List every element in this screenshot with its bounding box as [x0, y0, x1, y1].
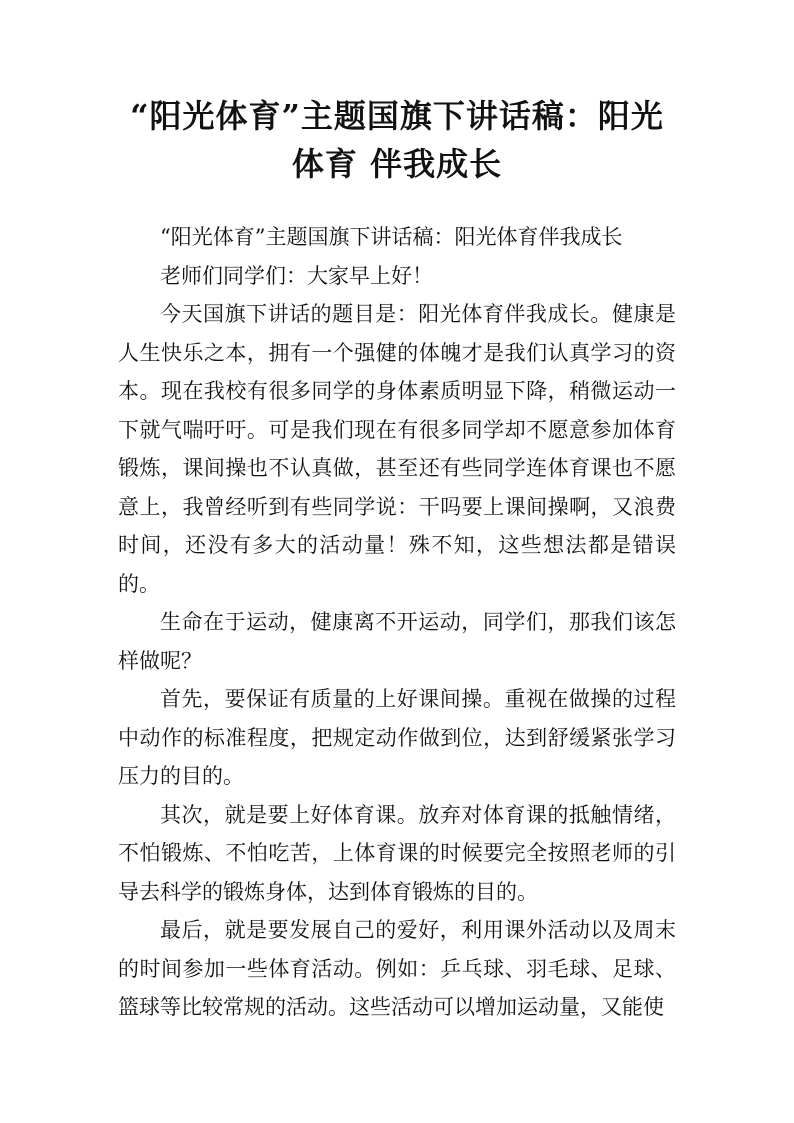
body-paragraph-first: 首先，要保证有质量的上好课间操。重视在做操的过程中动作的标准程度，把规定动作做到位，达到舒缓紧张学习压力的目的。 [118, 687, 676, 788]
title-line-1: “阳光体育”主题国旗下讲话稿：阳光 [130, 97, 664, 135]
body-paragraph-last: 最后，就是要发展自己的爱好，利用课外活动以及周末的时间参加一些体育活动。例如：乒乓球、羽毛球、足球、篮球等比较常规的活动。这些活动可以增加运动量，又能使 [118, 918, 676, 1019]
document-body [118, 218, 676, 1027]
title-line-2: 体育 伴我成长 [291, 145, 503, 183]
body-paragraph-intro: 今天国旗下讲话的题目是：阳光体育伴我成长。健康是人生快乐之本，拥有一个强健的体魄才是我们认真学习的资本。现在我校有很多同学的身体素质明显下降，稍微运动一下就气喘吁吁。可是我们现在有很多同学却不愿意参加体育锻炼，课间操也不认真做，甚至还有些同学连体育课也不愿意上，我曾经听到有些同学说：干吗要上课间操啊，又浪费时间，还没有多大的活动量！殊不知，这些想法都是错误的。 [118, 302, 676, 596]
body-paragraph-question: 生命在于运动，健康离不开运动，同学们，那我们该怎样做呢？ [118, 610, 676, 673]
body-paragraph-second: 其次，就是要上好体育课。放弃对体育课的抵触情绪，不怕锻炼、不怕吃苦，上体育课的时候要完全按照老师的引导去科学的锻炼身体，达到体育锻炼的目的。 [118, 802, 676, 904]
greeting-paragraph: 老师们同学们：大家早上好！ [160, 263, 433, 288]
document-title [118, 92, 676, 188]
subtitle-paragraph: “阳光体育”主题国旗下讲话稿：阳光体育伴我成长 [160, 225, 623, 249]
